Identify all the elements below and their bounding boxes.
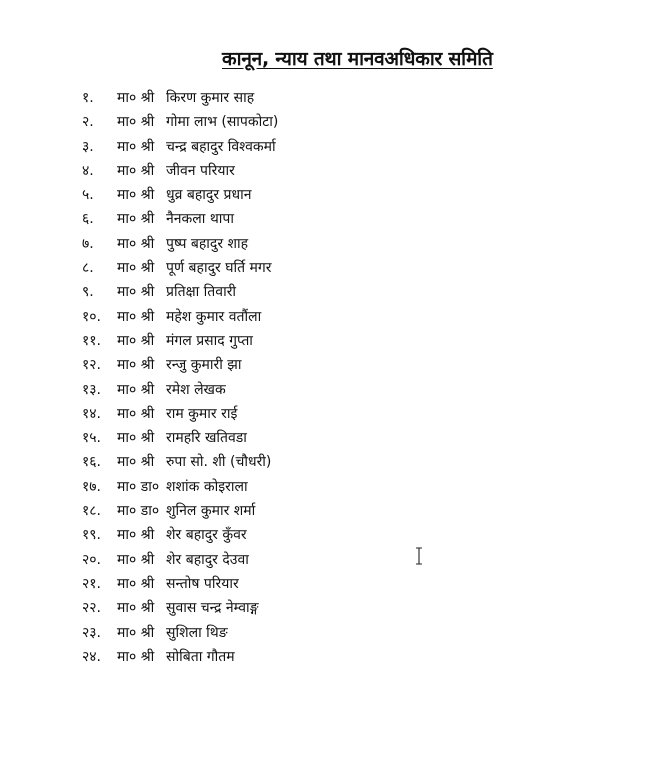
member-honorific: मा० श्री bbox=[117, 551, 155, 568]
member-honorific: मा० डा० bbox=[117, 503, 160, 520]
member-name: पूर्ण बहादुर घर्ति मगर bbox=[166, 260, 272, 277]
item-number: ४. bbox=[82, 162, 94, 179]
item-number: २३. bbox=[82, 624, 102, 641]
item-number: २२. bbox=[82, 600, 102, 617]
member-name: सुशिला थिङ bbox=[166, 624, 228, 641]
member-name: जीवन परियार bbox=[166, 162, 235, 179]
member-name: रमेश लेखक bbox=[166, 381, 226, 398]
item-number: ८. bbox=[82, 260, 94, 277]
member-name: सोबिता गौतम bbox=[166, 648, 235, 665]
member-name: शेर बहादुर देउवा bbox=[166, 551, 249, 568]
member-name: चन्द्र बहादुर विश्वकर्मा bbox=[166, 138, 276, 155]
item-number: १४. bbox=[82, 405, 102, 422]
member-name: किरण कुमार साह bbox=[166, 90, 255, 106]
item-number: ९. bbox=[82, 284, 94, 301]
item-number: १६. bbox=[82, 454, 102, 471]
item-number: १०. bbox=[82, 308, 102, 325]
member-name: प्रतिक्षा तिवारी bbox=[166, 284, 237, 301]
member-honorific: मा० श्री bbox=[117, 308, 155, 325]
member-name: सन्तोष परियार bbox=[166, 575, 239, 592]
item-number: ७. bbox=[82, 235, 94, 252]
item-number: २. bbox=[82, 114, 94, 131]
member-name: रुपा सो. शी (चौधरी) bbox=[166, 454, 272, 471]
member-honorific: मा० श्री bbox=[117, 600, 155, 617]
item-number: १७. bbox=[82, 478, 102, 495]
item-number: २०. bbox=[82, 551, 102, 568]
item-number: ५. bbox=[82, 187, 94, 204]
member-name: मंगल प्रसाद गुप्ता bbox=[166, 332, 253, 349]
member-name: राम कुमार राई bbox=[166, 405, 238, 422]
member-name: गोमा लाभ (सापकोटा) bbox=[166, 114, 279, 131]
member-name: पुष्प बहादुर शाह bbox=[166, 235, 249, 252]
member-honorific: मा० श्री bbox=[117, 162, 155, 179]
member-honorific: मा० श्री bbox=[117, 187, 155, 204]
member-honorific: मा० श्री bbox=[117, 332, 155, 349]
member-name: रन्जु कुमारी झा bbox=[166, 357, 242, 374]
text-cursor-icon bbox=[414, 547, 424, 565]
item-number: ३. bbox=[82, 138, 94, 155]
member-name: शेर बहादुर कुँवर bbox=[166, 527, 247, 544]
member-honorific: मा० श्री bbox=[117, 381, 155, 398]
page-title: कानून, न्याय तथा मानवअधिकार समिति bbox=[222, 48, 493, 70]
item-number: १५. bbox=[82, 430, 102, 447]
member-honorific: मा० श्री bbox=[117, 138, 155, 155]
member-name: सुवास चन्द्र नेम्वाङ्ग bbox=[166, 600, 259, 617]
member-honorific: मा० श्री bbox=[117, 114, 155, 131]
member-honorific: मा० श्री bbox=[117, 624, 155, 641]
member-name: शुनिल कुमार शर्मा bbox=[166, 503, 256, 520]
member-name: रामहरि खतिवडा bbox=[166, 430, 247, 447]
item-number: १३. bbox=[82, 381, 102, 398]
member-honorific: मा० डा० bbox=[117, 478, 160, 495]
member-honorific: मा० श्री bbox=[117, 527, 155, 544]
member-honorific: मा० श्री bbox=[117, 211, 155, 228]
member-honorific: मा० श्री bbox=[117, 575, 155, 592]
item-number: १२. bbox=[82, 357, 102, 374]
member-honorific: मा० श्री bbox=[117, 260, 155, 277]
member-honorific: मा० श्री bbox=[117, 357, 155, 374]
item-number: ११. bbox=[82, 332, 102, 349]
member-name: धुव्र बहादुर प्रधान bbox=[166, 187, 252, 204]
member-name: शशांक कोइराला bbox=[166, 478, 248, 495]
member-honorific: मा० श्री bbox=[117, 235, 155, 252]
member-honorific: मा० श्री bbox=[117, 90, 155, 106]
member-honorific: मा० श्री bbox=[117, 405, 155, 422]
item-number: १८. bbox=[82, 503, 102, 520]
item-number: १. bbox=[82, 90, 94, 106]
item-number: ६. bbox=[82, 211, 94, 228]
item-number: १९. bbox=[82, 527, 102, 544]
member-honorific: मा० श्री bbox=[117, 430, 155, 447]
member-honorific: मा० श्री bbox=[117, 648, 155, 665]
item-number: २४. bbox=[82, 648, 102, 665]
member-name: महेश कुमार वतौंला bbox=[166, 308, 262, 325]
item-number: २१. bbox=[82, 575, 102, 592]
member-name: नैनकला थापा bbox=[166, 211, 235, 228]
member-honorific: मा० श्री bbox=[117, 284, 155, 301]
member-honorific: मा० श्री bbox=[117, 454, 155, 471]
